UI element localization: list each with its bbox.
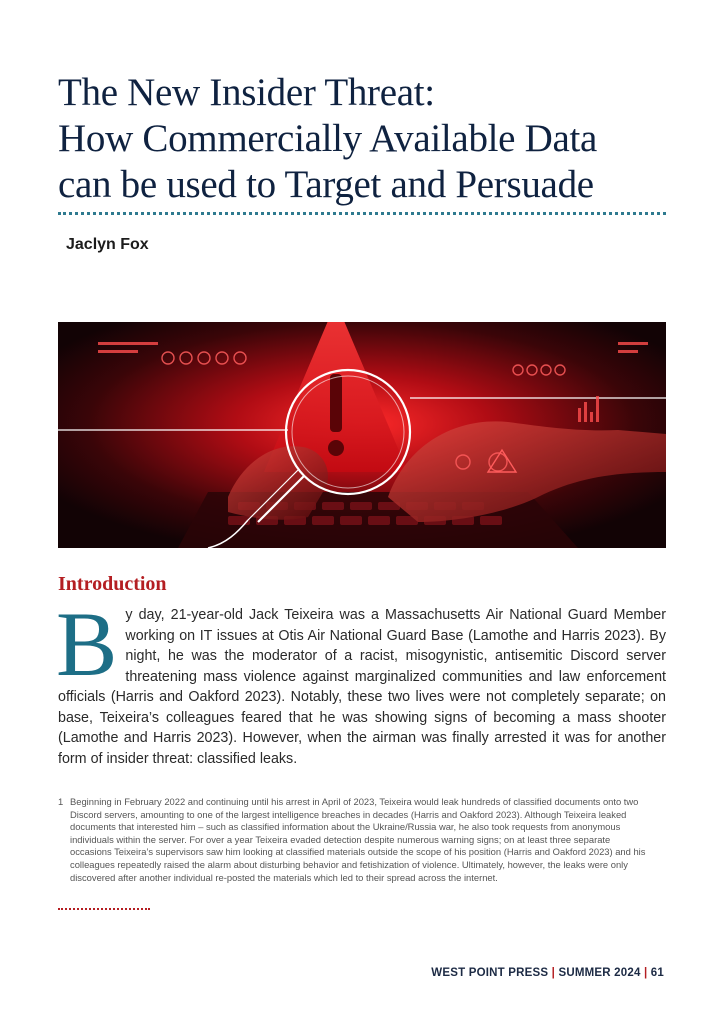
- issue-name: SUMMER 2024: [558, 967, 641, 979]
- footnote: [58, 796, 648, 884]
- article-title: [58, 70, 678, 208]
- footnote-dotted-rule: [58, 908, 150, 910]
- page-footer: [431, 967, 664, 979]
- footer-separator-1: |: [551, 967, 556, 979]
- drop-cap: B: [56, 593, 118, 695]
- body-paragraph-text: y day, 21-year-old Jack Teixeira was a Massachusetts Air National Guard Member working on IT issues at Otis Air National Guard Base (Lamothe and Harris 2023). By night, he was the moderator of a racist, misogynistic, antisemitic Discord server threatening mass violence against marginalized communities and law enforcement officials (Harris and Oakford 2023). Notably, these two lives were not completely separate; on base, Teixeira’s colleagues feared that he was showing signs of becoming a mass shooter (Lamothe and Harris 2023). However, when the airman was finally arrested it was for another form of insider threat: classified leaks.: [58, 607, 666, 767]
- body-paragraph: [56, 593, 666, 769]
- title-line-1: The New Insider Threat:: [58, 71, 435, 114]
- footnote-number: 1: [58, 796, 64, 807]
- title-dotted-rule: [58, 212, 666, 215]
- page-number: 61: [650, 967, 664, 979]
- hero-image: [58, 322, 666, 548]
- title-line-3: can be used to Target and Persuade: [58, 163, 594, 206]
- footnote-text: Beginning in February 2022 and continuing until his arrest in April of 2023, Teixeira would leak hundreds of classified documents onto two Discord servers, amounting to one of the largest intelligence breaches in decades (Harris and Oakford 2023). Although Teixeira leaked documents that interested him – such as classified information about the Ukraine/Russia war, he also took requests from anonymous individuals within the server. For over a year Teixeira evaded detection despite numerous warning signs; on at least three separate occasions Teixeira’s supervisors saw him looking at classified materials outside the scope of his position (Harris and Oakford 2023) and his colleagues repeatedly raised the alarm about disturbing behavior and fetishization of violence. Ultimately, however, the leaks were only discovered after another individual re-posted the materials which led to their spread across the internet.: [70, 796, 646, 883]
- title-line-2: How Commercially Available Data: [58, 117, 598, 160]
- author-name: Jaclyn Fox: [66, 236, 149, 253]
- footer-separator-2: |: [643, 967, 648, 979]
- hero-illustration: [58, 322, 666, 548]
- section-heading: Introduction: [58, 573, 167, 595]
- publisher-name: WEST POINT PRESS: [431, 967, 549, 979]
